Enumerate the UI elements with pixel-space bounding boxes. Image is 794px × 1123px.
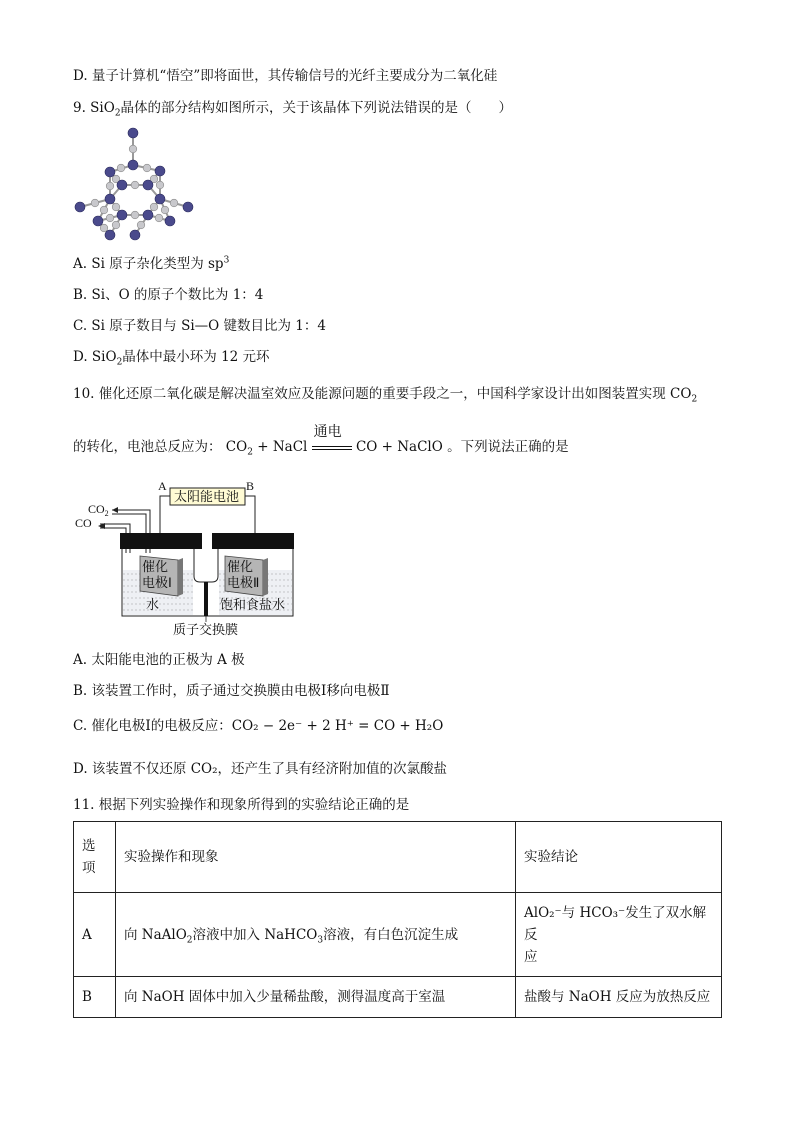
co-label: CO bbox=[75, 516, 92, 530]
table-row bbox=[74, 977, 722, 1018]
row-option: A bbox=[74, 893, 116, 977]
table-row bbox=[74, 893, 722, 977]
label-a: A bbox=[158, 479, 167, 493]
row-operation: 向 NaAlO$_2$溶液中加入 NaHCO$_3$溶液，有白色沉淀生成 bbox=[116, 893, 516, 977]
experiment-table bbox=[73, 821, 722, 1018]
membrane-label: 质子交换膜 bbox=[173, 622, 239, 637]
header-operation: 实验操作和现象 bbox=[116, 822, 516, 893]
electrode-1-line1: 催化 bbox=[142, 559, 169, 574]
q10-option-b: B. 该装置工作时，质子通过交换膜由电极Ⅰ移向电极Ⅱ bbox=[73, 683, 390, 699]
q11-stem: 11. 根据下列实验操作和现象所得到的实验结论正确的是 bbox=[73, 797, 410, 813]
q10-stem-line1: 10. 催化还原二氧化碳是解决温室效应及能源问题的重要手段之一，中国科学家设计出如图装置实现 $CO_2$ bbox=[73, 386, 698, 405]
q10-option-c: C. 催化电极Ⅰ的电极反应：CO₂ − 2e⁻ + 2 H⁺ = CO + H₂O bbox=[73, 718, 444, 734]
q8-option-d: D. 量子计算机“悟空”即将面世，其传输信号的光纤主要成分为二氧化硅 bbox=[73, 68, 498, 84]
electrolysis-apparatus-diagram bbox=[70, 478, 305, 643]
co2-label: $CO_2$ bbox=[88, 502, 109, 518]
row-conclusion: 盐酸与 NaOH 反应为放热反应 bbox=[516, 977, 722, 1018]
sio2-structure-figure bbox=[70, 125, 200, 250]
q9-option-b: B. Si、O 的原子个数比为 1：4 bbox=[73, 287, 264, 303]
header-option: 选 项 bbox=[74, 822, 116, 893]
q10-reaction-equation: $CO_2$ + NaCl 通电 CO + NaClO bbox=[225, 423, 443, 458]
row-operation: 向 NaOH 固体中加入少量稀盐酸，测得温度高于室温 bbox=[116, 977, 516, 1018]
q10-option-a: A. 太阳能电池的正极为 A 极 bbox=[73, 652, 245, 668]
q10-option-d: D. 该装置不仅还原 CO₂，还产生了具有经济附加值的次氯酸盐 bbox=[73, 761, 448, 777]
electrode-2-line1: 催化 bbox=[227, 559, 254, 574]
water-label: 水 bbox=[146, 597, 160, 612]
solar-battery-label: 太阳能电池 bbox=[174, 489, 240, 504]
row-option: B bbox=[74, 977, 116, 1018]
header-conclusion: 实验结论 bbox=[516, 822, 722, 893]
q9-option-c: C. Si 原子数目与 Si—O 键数目比为 1：4 bbox=[73, 318, 326, 334]
q9-option-a: A. Si 原子杂化类型为 $sp^3$ bbox=[73, 255, 230, 272]
electrode-1-line2: 电极Ⅰ bbox=[142, 575, 172, 590]
brine-label: 饱和食盐水 bbox=[220, 597, 286, 612]
reaction-condition: 通电 bbox=[313, 423, 342, 440]
label-b: B bbox=[246, 479, 255, 493]
q10-stem-line2: 的转化，电池总反应为： $CO_2$ + NaCl 通电 CO + NaClO 。下列说法正确的是 bbox=[73, 423, 569, 458]
electrode-2-line2: 电极Ⅱ bbox=[227, 575, 260, 590]
table-header-row bbox=[74, 822, 722, 893]
row-conclusion: AlO₂⁻与 HCO₃⁻发生了双水解反 应 bbox=[516, 893, 722, 977]
q9-stem: 9. SiO$_2$晶体的部分结构如图所示，关于该晶体下列说法错误的是（ ） bbox=[73, 100, 513, 119]
q9-option-d: D. SiO$_2$晶体中最小环为 12 元环 bbox=[73, 349, 270, 368]
